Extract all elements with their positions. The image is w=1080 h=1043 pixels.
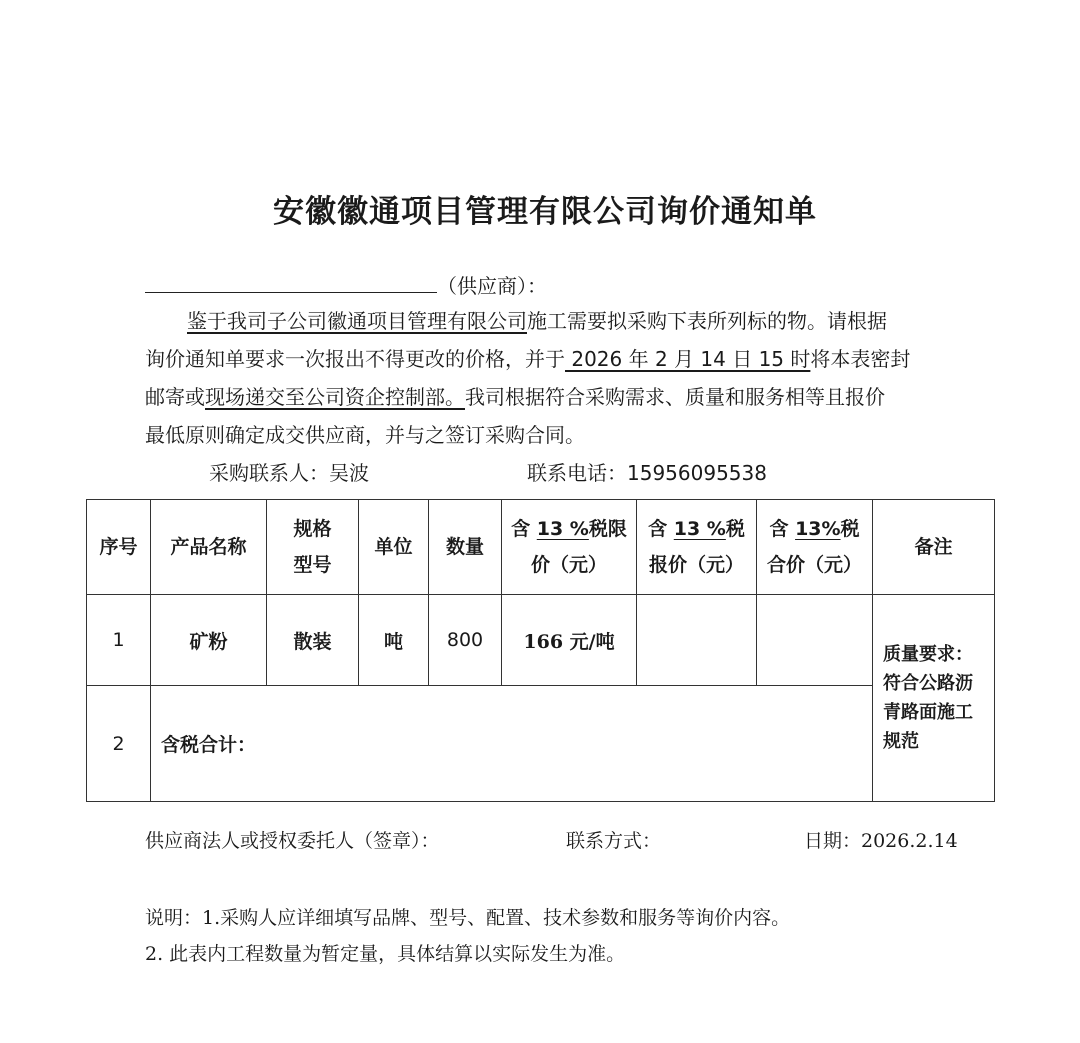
body-line-3 [145, 378, 885, 416]
note-line-1: 说明：1.采购人应详细填写品牌、型号、配置、技术参数和服务等询价内容。 [145, 907, 791, 929]
row-quantity: 800 [429, 595, 502, 686]
body-line-2-a: 询价通知单要求一次报出不得更改的价格，并于 [145, 347, 565, 371]
header-total-price: 含 13%税 合价（元） [757, 500, 873, 595]
body-line-4: 最低原则确定成交供应商，并与之签订采购合同。 [145, 423, 585, 447]
contact-phone-number: 15956095538 [627, 461, 767, 485]
row-unit: 吨 [359, 595, 429, 686]
body-line-1-rest: 施工需要拟采购下表所列标的物。请根据 [527, 309, 887, 333]
body-line-2 [145, 340, 910, 378]
date-label: 日期：2026.2.14 [804, 830, 958, 852]
header-spec: 规格 型号 [267, 500, 359, 595]
supplier-line [145, 267, 547, 305]
row-quote-price-cell[interactable] [637, 595, 757, 686]
sum-row-seq: 2 [87, 686, 151, 802]
row-product-name: 矿粉 [151, 595, 267, 686]
deadline-date: 2026 年 2 月 14 日 15 时 [565, 347, 811, 371]
body-line-3-a: 邮寄或 [145, 385, 205, 409]
table-row [87, 595, 995, 686]
quote-table [86, 499, 995, 802]
header-remark: 备注 [873, 500, 995, 595]
table-sum-row [87, 686, 995, 802]
header-unit: 单位 [359, 500, 429, 595]
body-line-3-b: 我司根据符合采购需求、质量和服务相等且报价 [465, 385, 885, 409]
contact-person-name: 吴波 [329, 461, 369, 485]
page-title: 安徽徽通项目管理有限公司询价通知单 [273, 194, 817, 230]
signer-label: 供应商法人或授权委托人（签章）： [145, 830, 440, 852]
header-seq: 序号 [87, 500, 151, 595]
contact-person-label: 采购联系人： [209, 461, 329, 485]
contact-person [209, 454, 369, 492]
supplier-name-blank[interactable] [145, 270, 437, 293]
table-header-row [87, 500, 995, 595]
body-line-2-b: 将本表密封 [810, 347, 911, 371]
row-total-price-cell[interactable] [757, 595, 873, 686]
header-quantity: 数量 [429, 500, 502, 595]
remark-quality-note: 质量要求： 符合公路沥 青路面施工 规范 [873, 595, 995, 802]
note-line-2: 2. 此表内工程数量为暂定量，具体结算以实际发生为准。 [145, 943, 626, 965]
supplier-suffix: （供应商）： [437, 274, 547, 298]
contact-phone-label: 联系电话： [527, 461, 627, 485]
delivery-place: 现场递交至公司资企控制部。 [205, 385, 465, 409]
row-limit-price: 166 元/吨 [502, 595, 637, 686]
tax-inclusive-total[interactable]: 含税合计： [151, 686, 873, 802]
contact-phone [527, 454, 767, 492]
row-seq: 1 [87, 595, 151, 686]
subsidiary-company: 鉴于我司子公司徽通项目管理有限公司 [187, 309, 527, 333]
body-line-1 [187, 302, 887, 340]
contact-way-label: 联系方式： [566, 830, 662, 852]
header-quote-price: 含 13 %税 报价（元） [637, 500, 757, 595]
header-product-name: 产品名称 [151, 500, 267, 595]
row-spec: 散装 [267, 595, 359, 686]
header-limit-price: 含 13 %税限 价（元） [502, 500, 637, 595]
